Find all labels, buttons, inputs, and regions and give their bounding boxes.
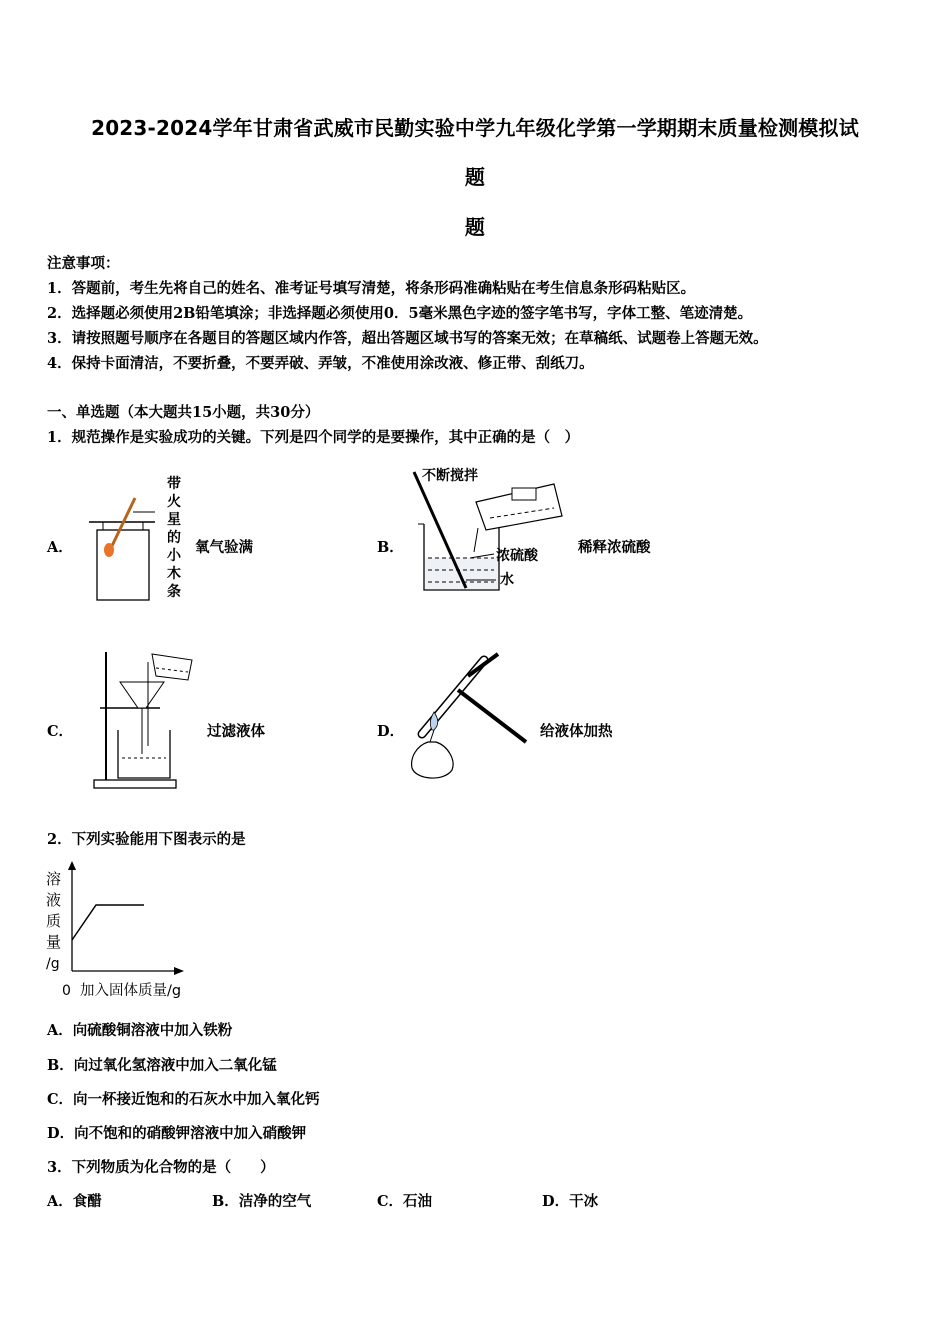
splint-label-char-2: 火 [167, 494, 181, 510]
splint-label-char-7: 条 [167, 584, 181, 600]
document-title: 2023-2024学年甘肃省武威市民勤实验中学九年级化学第一学期期末质量检测模拟试 [91, 116, 859, 140]
section-heading: 一、单选题（本大题共15小题，共30分） [47, 404, 320, 421]
q3-stem: 3．下列物质为化合物的是（ ） [47, 1159, 275, 1176]
q3-option-c: C．石油 [377, 1193, 433, 1210]
oxygen-test-figure [85, 470, 195, 605]
y-label-char-4: 量 [46, 933, 62, 951]
splint-label-char-6: 木 [167, 566, 181, 582]
q1-option-d-letter: D． [377, 723, 405, 740]
q2-option-b: B．向过氧化氢溶液中加入二氧化锰 [47, 1057, 277, 1074]
y-label-char-1: 溶 [46, 870, 62, 888]
notice-item-2: 2．选择题必须使用2B铅笔填涂；非选择题必须使用0．5毫米黑色字迹的签字笔书写，字体工整、笔迹清楚。 [47, 305, 753, 322]
q3-option-a: A．食醋 [47, 1193, 102, 1210]
q1-stem: 1．规范操作是实验成功的关键。下列是四个同学的是要操作，其中正确的是（ ） [47, 429, 580, 446]
water-label: 水 [500, 572, 514, 588]
q2-option-c: C．向一杯接近饱和的石灰水中加入氧化钙 [47, 1091, 320, 1108]
q1-option-c-letter: C． [47, 723, 74, 740]
q1-option-d-label: 给液体加热 [540, 723, 613, 740]
heating-liquid-figure [398, 650, 543, 795]
notice-item-3: 3．请按照题号顺序在各题目的答题区域内作答，超出答题区域书写的答案无效；在草稿纸、试题卷上答题无效。 [47, 330, 768, 347]
notice-item-1: 1．答题前，考生先将自己的姓名、准考证号填写清楚，将条形码准确粘贴在考生信息条形码粘贴区。 [47, 280, 696, 297]
q1-option-a-label: 氧气验满 [195, 539, 253, 556]
document-title-continued: 题 [464, 165, 486, 189]
document-title-repeat: 题 [464, 215, 486, 239]
solution-mass-graph [40, 858, 220, 1006]
q1-option-c-label: 过滤液体 [207, 723, 265, 740]
q3-option-d: D．干冰 [542, 1193, 599, 1210]
splint-label-char-5: 小 [167, 548, 181, 564]
acid-label: 浓硫酸 [496, 548, 538, 564]
graph-origin-label: 0 [62, 983, 71, 999]
filtration-figure [90, 642, 205, 792]
q2-option-d: D．向不饱和的硝酸钾溶液中加入硝酸钾 [47, 1125, 307, 1142]
stir-label: 不断搅拌 [422, 468, 478, 484]
y-label-char-2: 液 [46, 891, 62, 909]
splint-label-char-3: 星 [167, 512, 181, 528]
q3-option-b: B．洁净的空气 [212, 1193, 312, 1210]
dilute-acid-figure [404, 462, 564, 597]
q1-option-b-letter: B． [377, 539, 404, 556]
notice-heading: 注意事项： [47, 255, 120, 272]
y-label-char-5: /g [46, 956, 60, 972]
q1-option-b-label: 稀释浓硫酸 [578, 539, 651, 556]
q2-option-a: A．向硫酸铜溶液中加入铁粉 [47, 1022, 233, 1039]
notice-item-4: 4．保持卡面清洁，不要折叠，不要弄破、弄皱，不准使用涂改液、修正带、刮纸刀。 [47, 355, 594, 372]
x-axis-label: 加入固体质量/g [80, 983, 182, 999]
splint-label-char-1: 带 [167, 476, 181, 492]
y-label-char-3: 质 [46, 912, 62, 930]
q1-option-a-letter: A． [47, 539, 73, 556]
q2-stem: 2．下列实验能用下图表示的是 [47, 831, 246, 848]
splint-label-char-4: 的 [167, 530, 181, 546]
